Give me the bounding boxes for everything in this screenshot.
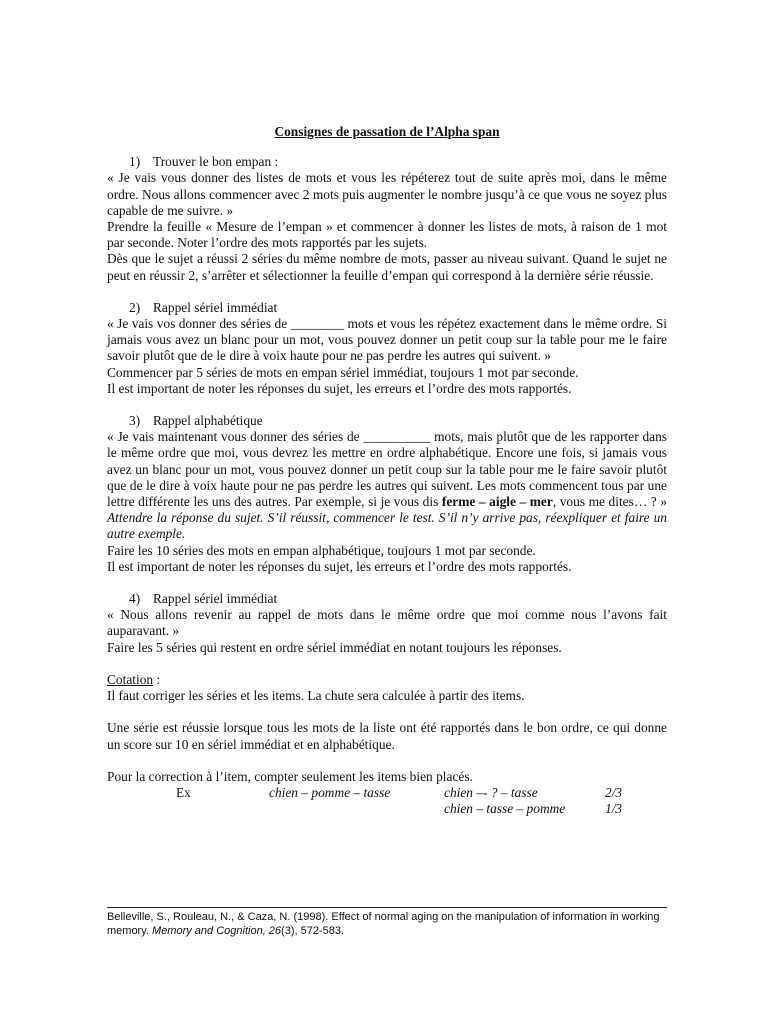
cotation-paragraph-2: Une série est réussie lorsque tous les mots de la liste ont été rapportés dans le bon ordre, ce qui donne un score sur 10 en sériel immédiat et en alphabétique. <box>107 720 667 752</box>
section-2-title: Rappel sériel immédiat <box>153 299 278 315</box>
section-1-paragraph-3: Dès que le sujet a réussi 2 séries du même nombre de mots, passer au niveau suivant. Quand le sujet ne peut en réussir 2, s’arrêter et sélectionner la feuille d’empan qui correspond à la dernière série réussie. <box>107 251 667 283</box>
example-score: 1/3 <box>605 801 623 817</box>
section-1-title: Trouver le bon empan : <box>153 154 279 170</box>
section-3-quote-end: , vous me dites… ? » <box>552 494 667 510</box>
cotation-label: Cotation <box>107 671 154 687</box>
section-3-instruction: Attendre la réponse du sujet. S’il réussit, commencer le test. S’il n’y arrive pas, réexpliquer et faire un autre exemple. <box>107 510 667 542</box>
reference-authors: Belleville, S., Rouleau, N., & Caza, N. (1998). Effect of normal aging on the manipulation of information in working memory. <box>107 911 660 937</box>
reference-footnote <box>107 907 667 938</box>
section-3-paragraph-2: Faire les 10 séries des mots en empan alphabétique, toujours 1 mot par seconde. <box>107 542 536 558</box>
cotation-paragraph-1: Il faut corriger les séries et les items. La chute sera calculée à partir des items. <box>107 688 525 704</box>
section-4-paragraph-2: Faire les 5 séries qui restent en ordre sériel immédiat en notant toujours les réponses. <box>107 639 562 655</box>
section-4-title: Rappel sériel immédiat <box>153 591 278 607</box>
section-2-paragraph-3: Il est important de noter les réponses du sujet, les erreurs et l’ordre des mots rapportés. <box>107 380 572 396</box>
section-4-heading <box>107 591 667 607</box>
example-score: 2/3 <box>605 784 623 800</box>
section-2-number: 2) <box>129 299 141 315</box>
section-2-paragraph-2: Commencer par 5 séries de mots en empan sériel immédiat, toujours 1 mot par seconde. <box>107 364 579 380</box>
section-3-quote-text: « Je vais maintenant vous donner des séries de __________ mots, mais plutôt que de les rapporter dans le même ordre que moi, vous devrez les mettre en ordre alphabétique. Encore une fois, si jamais vous avez un blanc pour un mot, vous pouvez donner un petit coup sur la table pour me le faire savoir plutôt que de le dire à voix haute pour ne pas perdre les autres qui suivent. Les mots commencent tous par une lettre différente les uns des autres. Par exemple, si je vous dis <box>107 429 667 510</box>
example-prefix: Ex <box>176 784 191 800</box>
section-1-number: 1) <box>129 154 141 170</box>
section-2-quote: « Je vais vos donner des séries de ________ mots et vous les répétez exactement dans le même ordre. Si jamais vous avez un blanc pour un mot, vous pouvez donner un petit coup sur la table pour me le faire savoir plutôt que de le dire à voix haute pour ne pas perdre les autres qui suivent. » <box>107 316 667 364</box>
example-model: chien – pomme – tasse <box>269 784 391 800</box>
section-1-heading <box>107 154 667 170</box>
section-3-title: Rappel alphabétique <box>153 413 263 429</box>
page-title: Consignes de passation de l’Alpha span <box>274 124 500 139</box>
example-response: chien – tasse – pomme <box>444 801 566 817</box>
section-3-heading <box>107 413 667 429</box>
reference-issue: (3), 572-583. <box>281 925 345 937</box>
example-row-2 <box>107 801 667 817</box>
section-4-number: 4) <box>129 591 141 607</box>
cotation-colon: : <box>153 671 161 687</box>
example-row-1 <box>107 785 667 801</box>
section-1-quote: « Je vais vous donner des listes de mots et vous les répéterez tout de suite après moi, dans le même ordre. Nous allons commencer avec 2 mots puis augmenter le nombre jusqu’à ce que vous ne soyez plus capable de me suivre. » <box>107 170 667 218</box>
document-page <box>107 124 667 817</box>
section-4-quote: « Nous allons revenir au rappel de mots dans le même ordre que moi comme nous l’avons fait auparavant. » <box>107 607 667 639</box>
section-1-paragraph-2: Prendre la feuille « Mesure de l’empan » et commencer à donner les listes de mots, à raison de 1 mot par seconde. Noter l’ordre des mots rapportés par les sujets. <box>107 219 667 251</box>
cotation-heading <box>107 672 667 688</box>
section-3-quote <box>107 429 667 542</box>
section-2-heading <box>107 300 667 316</box>
example-response: chien –- ? – tasse <box>444 784 538 800</box>
section-3-number: 3) <box>129 413 141 429</box>
example-words: ferme – aigle – mer <box>441 494 553 510</box>
section-3-paragraph-3: Il est important de noter les réponses du sujet, les erreurs et l’ordre des mots rapportés. <box>107 558 572 574</box>
cotation-paragraph-3: Pour la correction à l’item, compter seulement les items bien placés. <box>107 768 473 784</box>
reference-journal: Memory and Cognition, 26 <box>152 925 282 937</box>
